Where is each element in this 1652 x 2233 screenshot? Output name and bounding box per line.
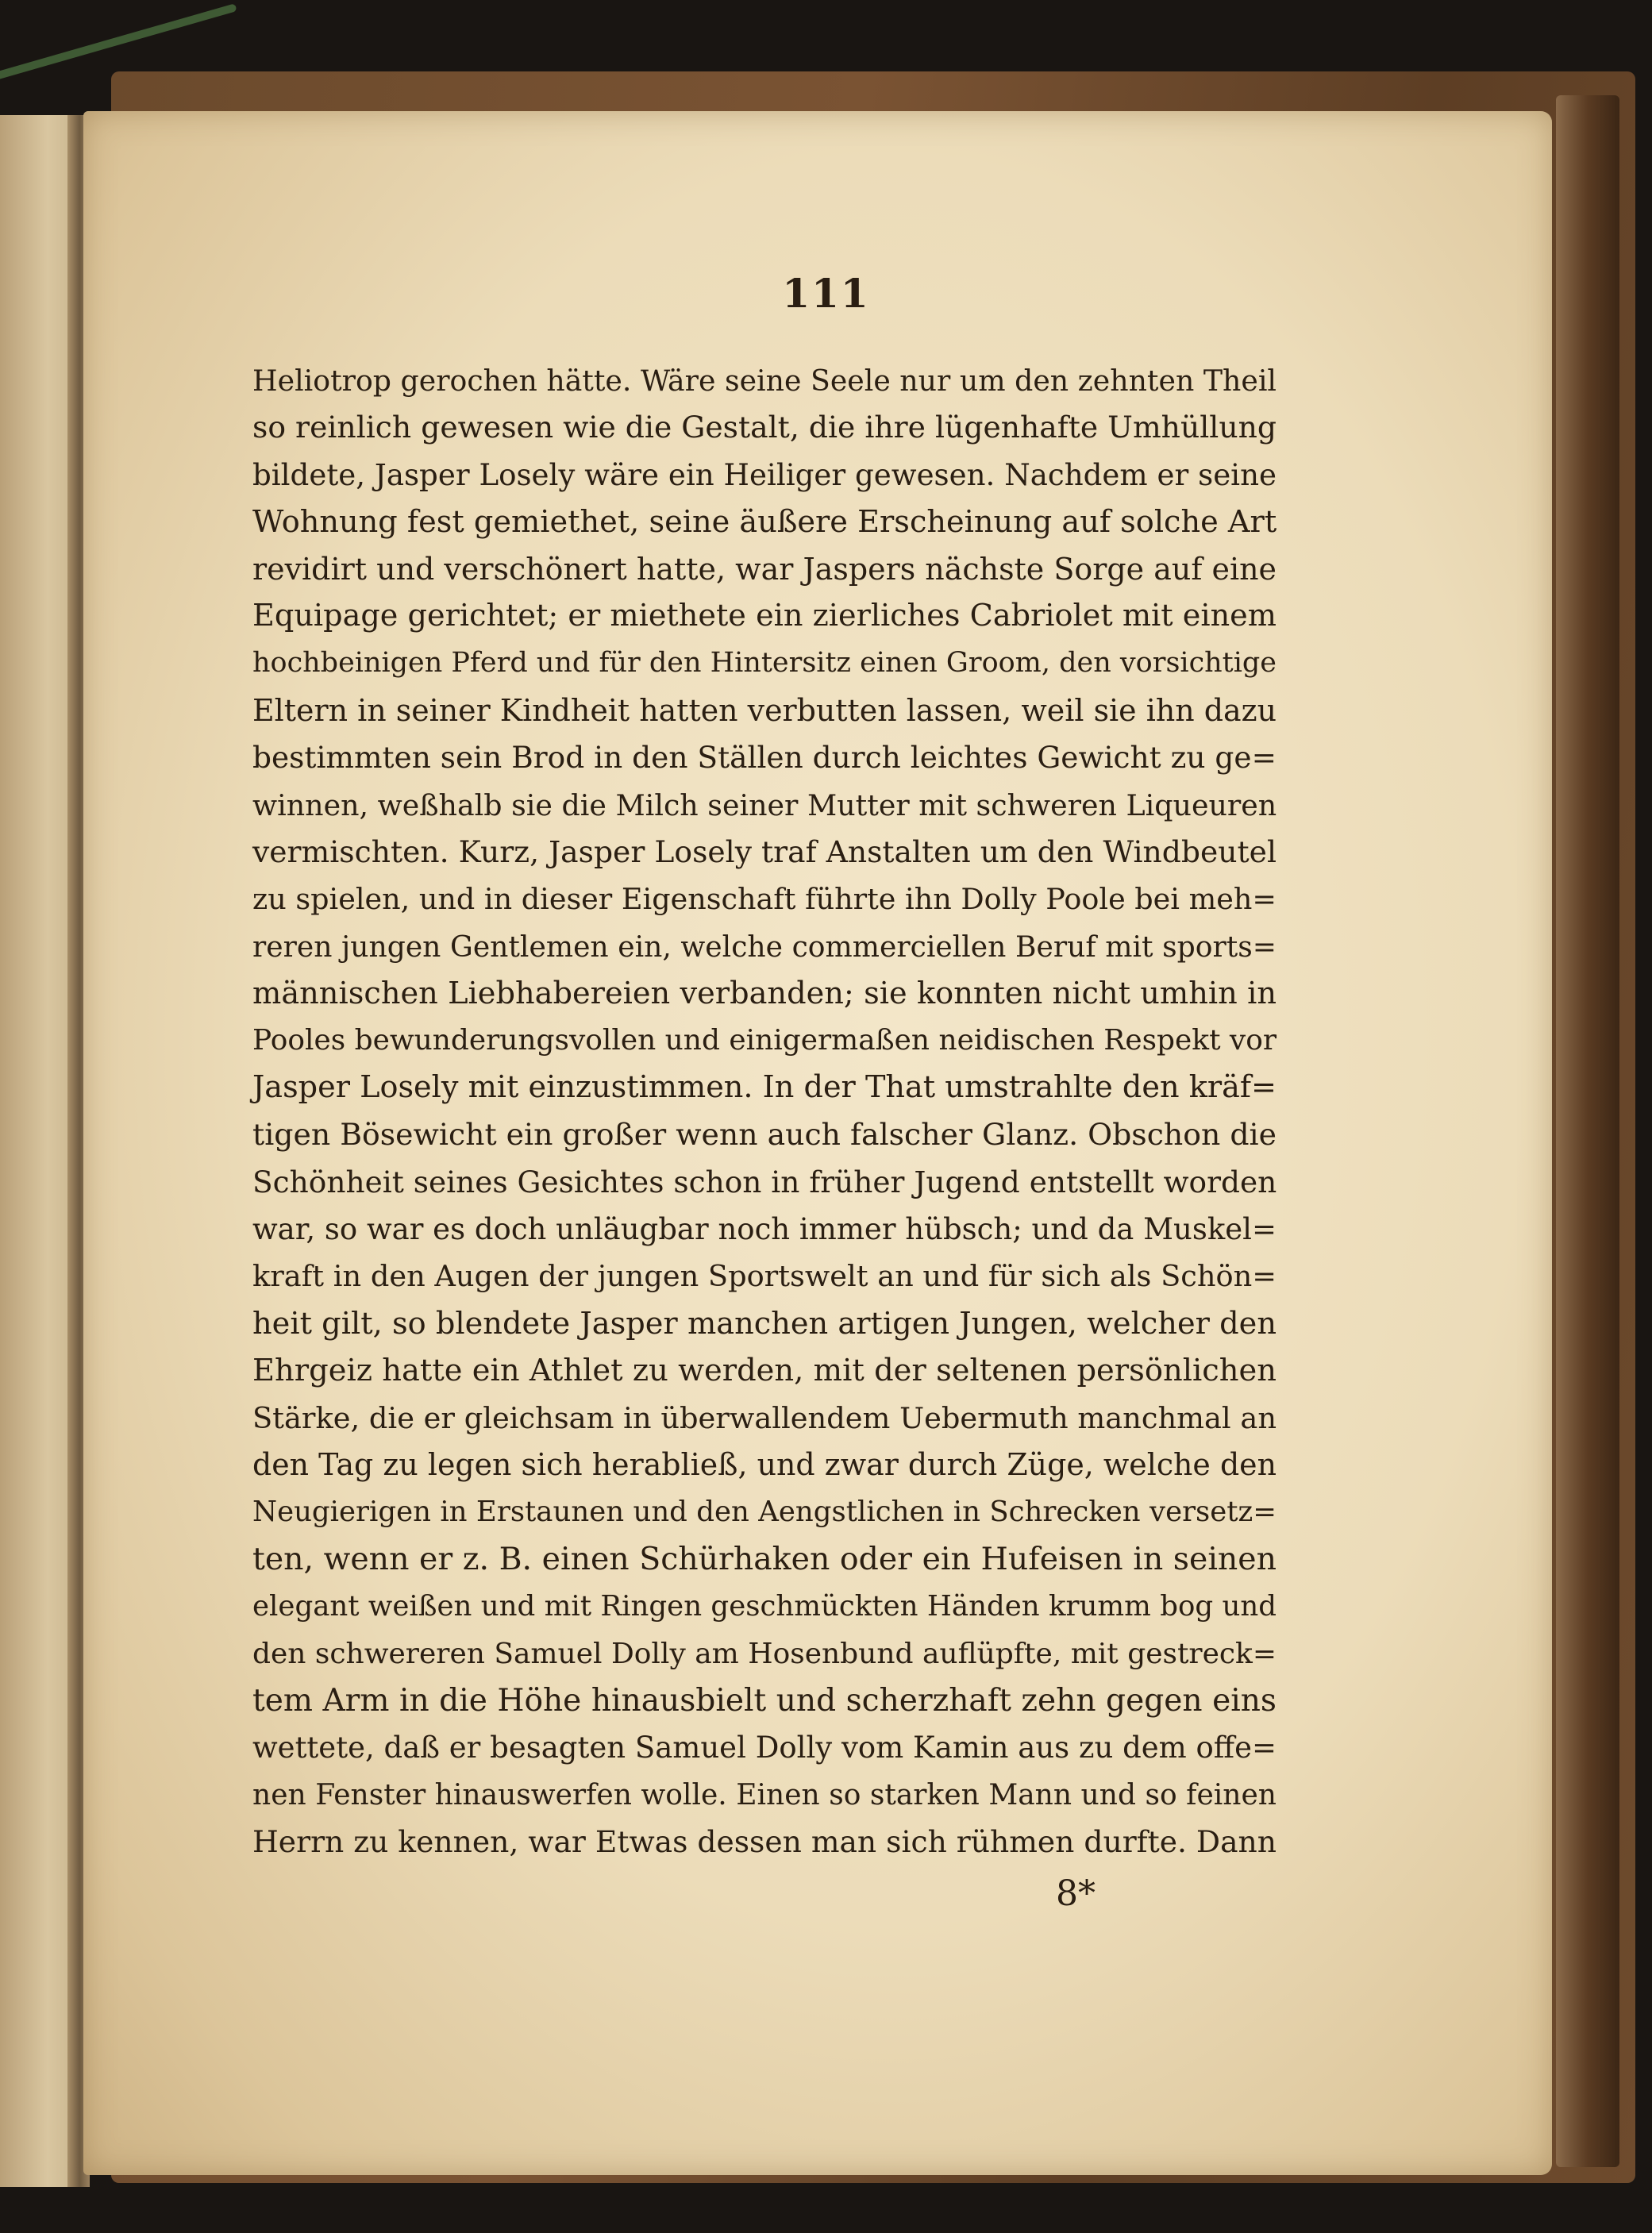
text-line: war, so war es doch unläugbar noch immer hübsch; und da Muskel= bbox=[252, 1212, 1277, 1247]
text-line: hochbeinigen Pferd und für den Hintersitz einen Groom, den vorsichtige bbox=[252, 647, 1277, 680]
text-line: Equipage gerichtet; er miethete ein zierliches Cabriolet mit einem bbox=[252, 598, 1277, 633]
text-line: wettete, daß er besagten Samuel Dolly vom Kamin aus zu dem offe= bbox=[252, 1731, 1277, 1765]
text-line: Schönheit seines Gesichtes schon in früher Jugend entstellt worden bbox=[252, 1164, 1277, 1199]
page-number: 111 bbox=[782, 270, 870, 317]
body-text bbox=[252, 357, 1277, 1866]
text-line: tem Arm in die Höhe hinausbielt und scherzhaft zehn gegen eins bbox=[252, 1682, 1277, 1719]
text-line: bildete, Jasper Losely wäre ein Heiliger gewesen. Nachdem er seine bbox=[252, 456, 1277, 492]
text-line: Jasper Losely mit einzustimmen. In der That umstrahlte den kräf= bbox=[252, 1069, 1277, 1105]
text-line: zu spielen, und in dieser Eigenschaft führte ihn Dolly Poole bei meh= bbox=[252, 882, 1277, 917]
text-line: Stärke, die er gleichsam in überwallendem Uebermuth manchmal an bbox=[252, 1400, 1277, 1435]
text-line: so reinlich gewesen wie die Gestalt, die ihre lügenhafte Umhüllung bbox=[252, 410, 1277, 445]
text-line: den Tag zu legen sich herabließ, und zwar durch Züge, welche den bbox=[252, 1446, 1277, 1482]
text-line: Wohnung fest gemiethet, seine äußere Erscheinung auf solche Art bbox=[252, 504, 1277, 541]
text-line: Ehrgeiz hatte ein Athlet zu werden, mit der seltenen persönlichen bbox=[252, 1353, 1277, 1389]
text-line: kraft in den Augen der jungen Sportswelt an und für sich als Schön= bbox=[252, 1259, 1277, 1294]
text-line: männischen Liebhabereien verbanden; sie konnten nicht umhin in bbox=[252, 976, 1277, 1012]
text-line: Eltern in seiner Kindheit hatten verbutten lassen, weil sie ihn dazu bbox=[252, 692, 1277, 728]
text-line: den schwereren Samuel Dolly am Hosenbund auflüpfte, mit gestreck= bbox=[252, 1637, 1277, 1670]
text-line: revidirt und verschönert hatte, war Jaspers nächste Sorge auf eine bbox=[252, 551, 1277, 587]
text-line: tigen Bösewicht ein großer wenn auch falscher Glanz. Obschon die bbox=[252, 1117, 1277, 1153]
signature-mark: 8* bbox=[1056, 1873, 1096, 1914]
text-line: Heliotrop gerochen hätte. Wäre seine Seele nur um den zehnten Theil bbox=[252, 364, 1277, 398]
text-line: Herrn zu kennen, war Etwas dessen man sich rühmen durfte. Dann bbox=[252, 1824, 1277, 1860]
text-line: vermischten. Kurz, Jasper Losely traf Anstalten um den Windbeutel bbox=[252, 834, 1277, 869]
text-line: bestimmten sein Brod in den Ställen durch leichtes Gewicht zu ge= bbox=[252, 740, 1277, 776]
text-line: ten, wenn er z. B. einen Schürhaken oder ein Hufeisen in seinen bbox=[252, 1540, 1277, 1577]
book-cover-edge bbox=[1556, 95, 1619, 2167]
text-line: Pooles bewunderungsvollen und einigermaßen neidischen Respekt vor bbox=[252, 1024, 1277, 1057]
text-line: heit gilt, so blendete Jasper manchen artigen Jungen, welcher den bbox=[252, 1305, 1277, 1342]
text-line: Neugierigen in Erstaunen und den Aengstlichen in Schrecken versetz= bbox=[252, 1496, 1277, 1529]
text-line: nen Fenster hinauswerfen wolle. Einen so starken Mann und so feinen bbox=[252, 1778, 1277, 1811]
text-line: elegant weißen und mit Ringen geschmückten Händen krumm bog und bbox=[252, 1590, 1277, 1623]
text-line: reren jungen Gentlemen ein, welche commerciellen Beruf mit sports= bbox=[252, 929, 1277, 964]
text-line: winnen, weßhalb sie die Milch seiner Mutter mit schweren Liqueuren bbox=[252, 787, 1277, 822]
